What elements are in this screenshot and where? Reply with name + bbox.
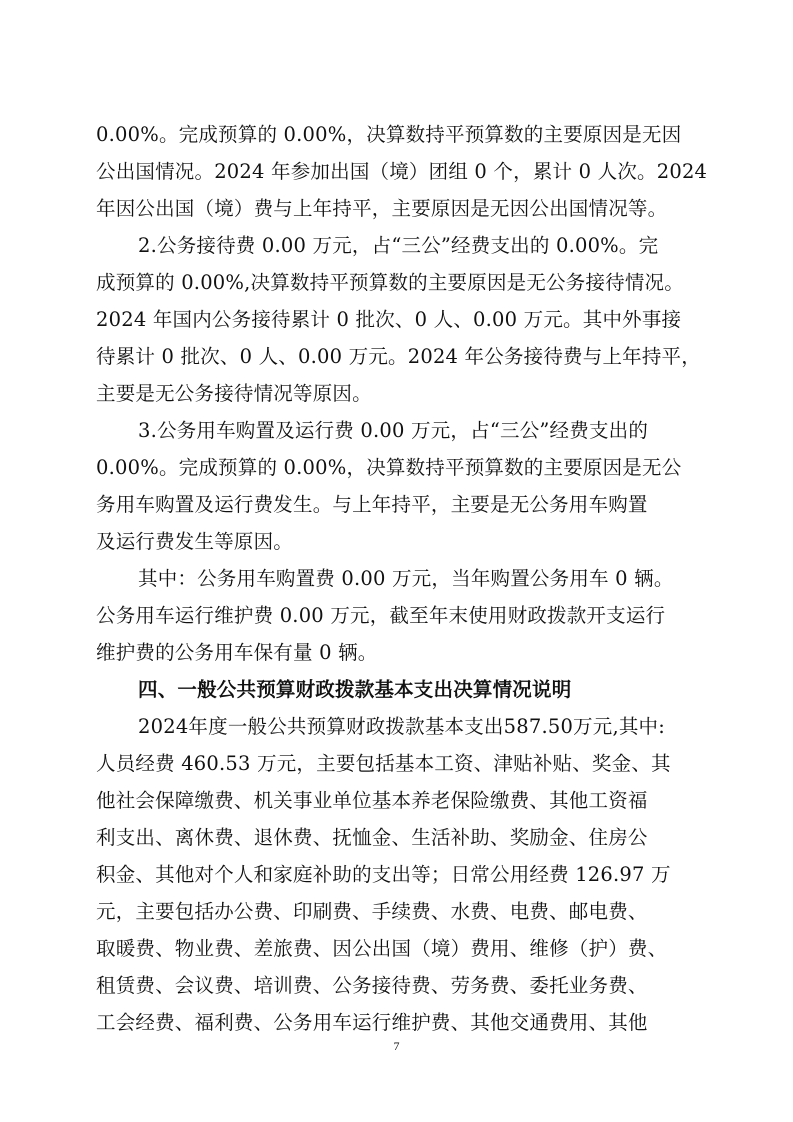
text-line: 维护费的公务用车保有量 0 辆。	[96, 641, 378, 664]
text-line: 公出国情况。2024 年参加出国（境）团组 0 个，累计 0 人次。2024	[96, 160, 708, 183]
text-line: 待累计 0 批次、0 人、0.00 万元。2024 年公务接待费与上年持平，	[96, 345, 701, 368]
text-line: 2024 年国内公务接待累计 0 批次、0 人、0.00 万元。其中外事接	[96, 308, 682, 331]
text-line: 2024年度一般公共预算财政拨款基本支出587.50万元,其中:	[138, 715, 666, 738]
text-line: 务用车购置及运行费发生。与上年持平，主要是无公务用车购置	[96, 493, 648, 516]
text-line: 0.00%。完成预算的 0.00%，决算数持平预算数的主要原因是无公	[96, 456, 682, 479]
text-line: 主要是无公务接待情况等原因。	[96, 382, 372, 405]
text-line: 人员经费 460.53 万元，主要包括基本工资、津贴补贴、奖金、其	[96, 752, 671, 775]
text-line: 及运行费发生等原因。	[96, 530, 294, 553]
text-line: 积金、其他对个人和家庭补助的支出等；日常公用经费 126.97 万	[96, 863, 671, 886]
text-line: 元，主要包括办公费、印刷费、手续费、水费、电费、邮电费、	[96, 900, 648, 923]
section-heading: 四、一般公共预算财政拨款基本支出决算情况说明	[138, 678, 572, 701]
text-line: 利支出、离休费、退休费、抚恤金、生活补助、奖励金、住房公	[96, 826, 648, 849]
page-number: 7	[393, 1039, 400, 1053]
text-line: 他社会保障缴费、机关事业单位基本养老保险缴费、其他工资福	[96, 789, 648, 812]
text-line: 成预算的 0.00%,决算数持平预算数的主要原因是无公务接待情况。	[96, 271, 684, 294]
text-line: 年因公出国（境）费与上年持平，主要原因是无因公出国情况等。	[96, 197, 668, 220]
text-line: 0.00%。完成预算的 0.00%，决算数持平预算数的主要原因是无因	[96, 123, 682, 146]
text-line: 公务用车运行维护费 0.00 万元，截至年末使用财政拨款开支运行	[96, 604, 666, 627]
text-line: 工会经费、福利费、公务用车运行维护费、其他交通费用、其他	[96, 1011, 648, 1034]
text-line: 其中：公务用车购置费 0.00 万元，当年购置公务用车 0 辆。	[138, 567, 674, 590]
text-line: 2.公务接待费 0.00 万元，占“三公”经费支出的 0.00%。完	[138, 234, 659, 257]
text-line: 租赁费、会议费、培训费、公务接待费、劳务费、委托业务费、	[96, 974, 648, 997]
text-line: 3.公务用车购置及运行费 0.00 万元，占“三公”经费支出的	[138, 419, 649, 442]
text-line: 取暖费、物业费、差旅费、因公出国（境）费用、维修（护）费、	[96, 937, 668, 960]
